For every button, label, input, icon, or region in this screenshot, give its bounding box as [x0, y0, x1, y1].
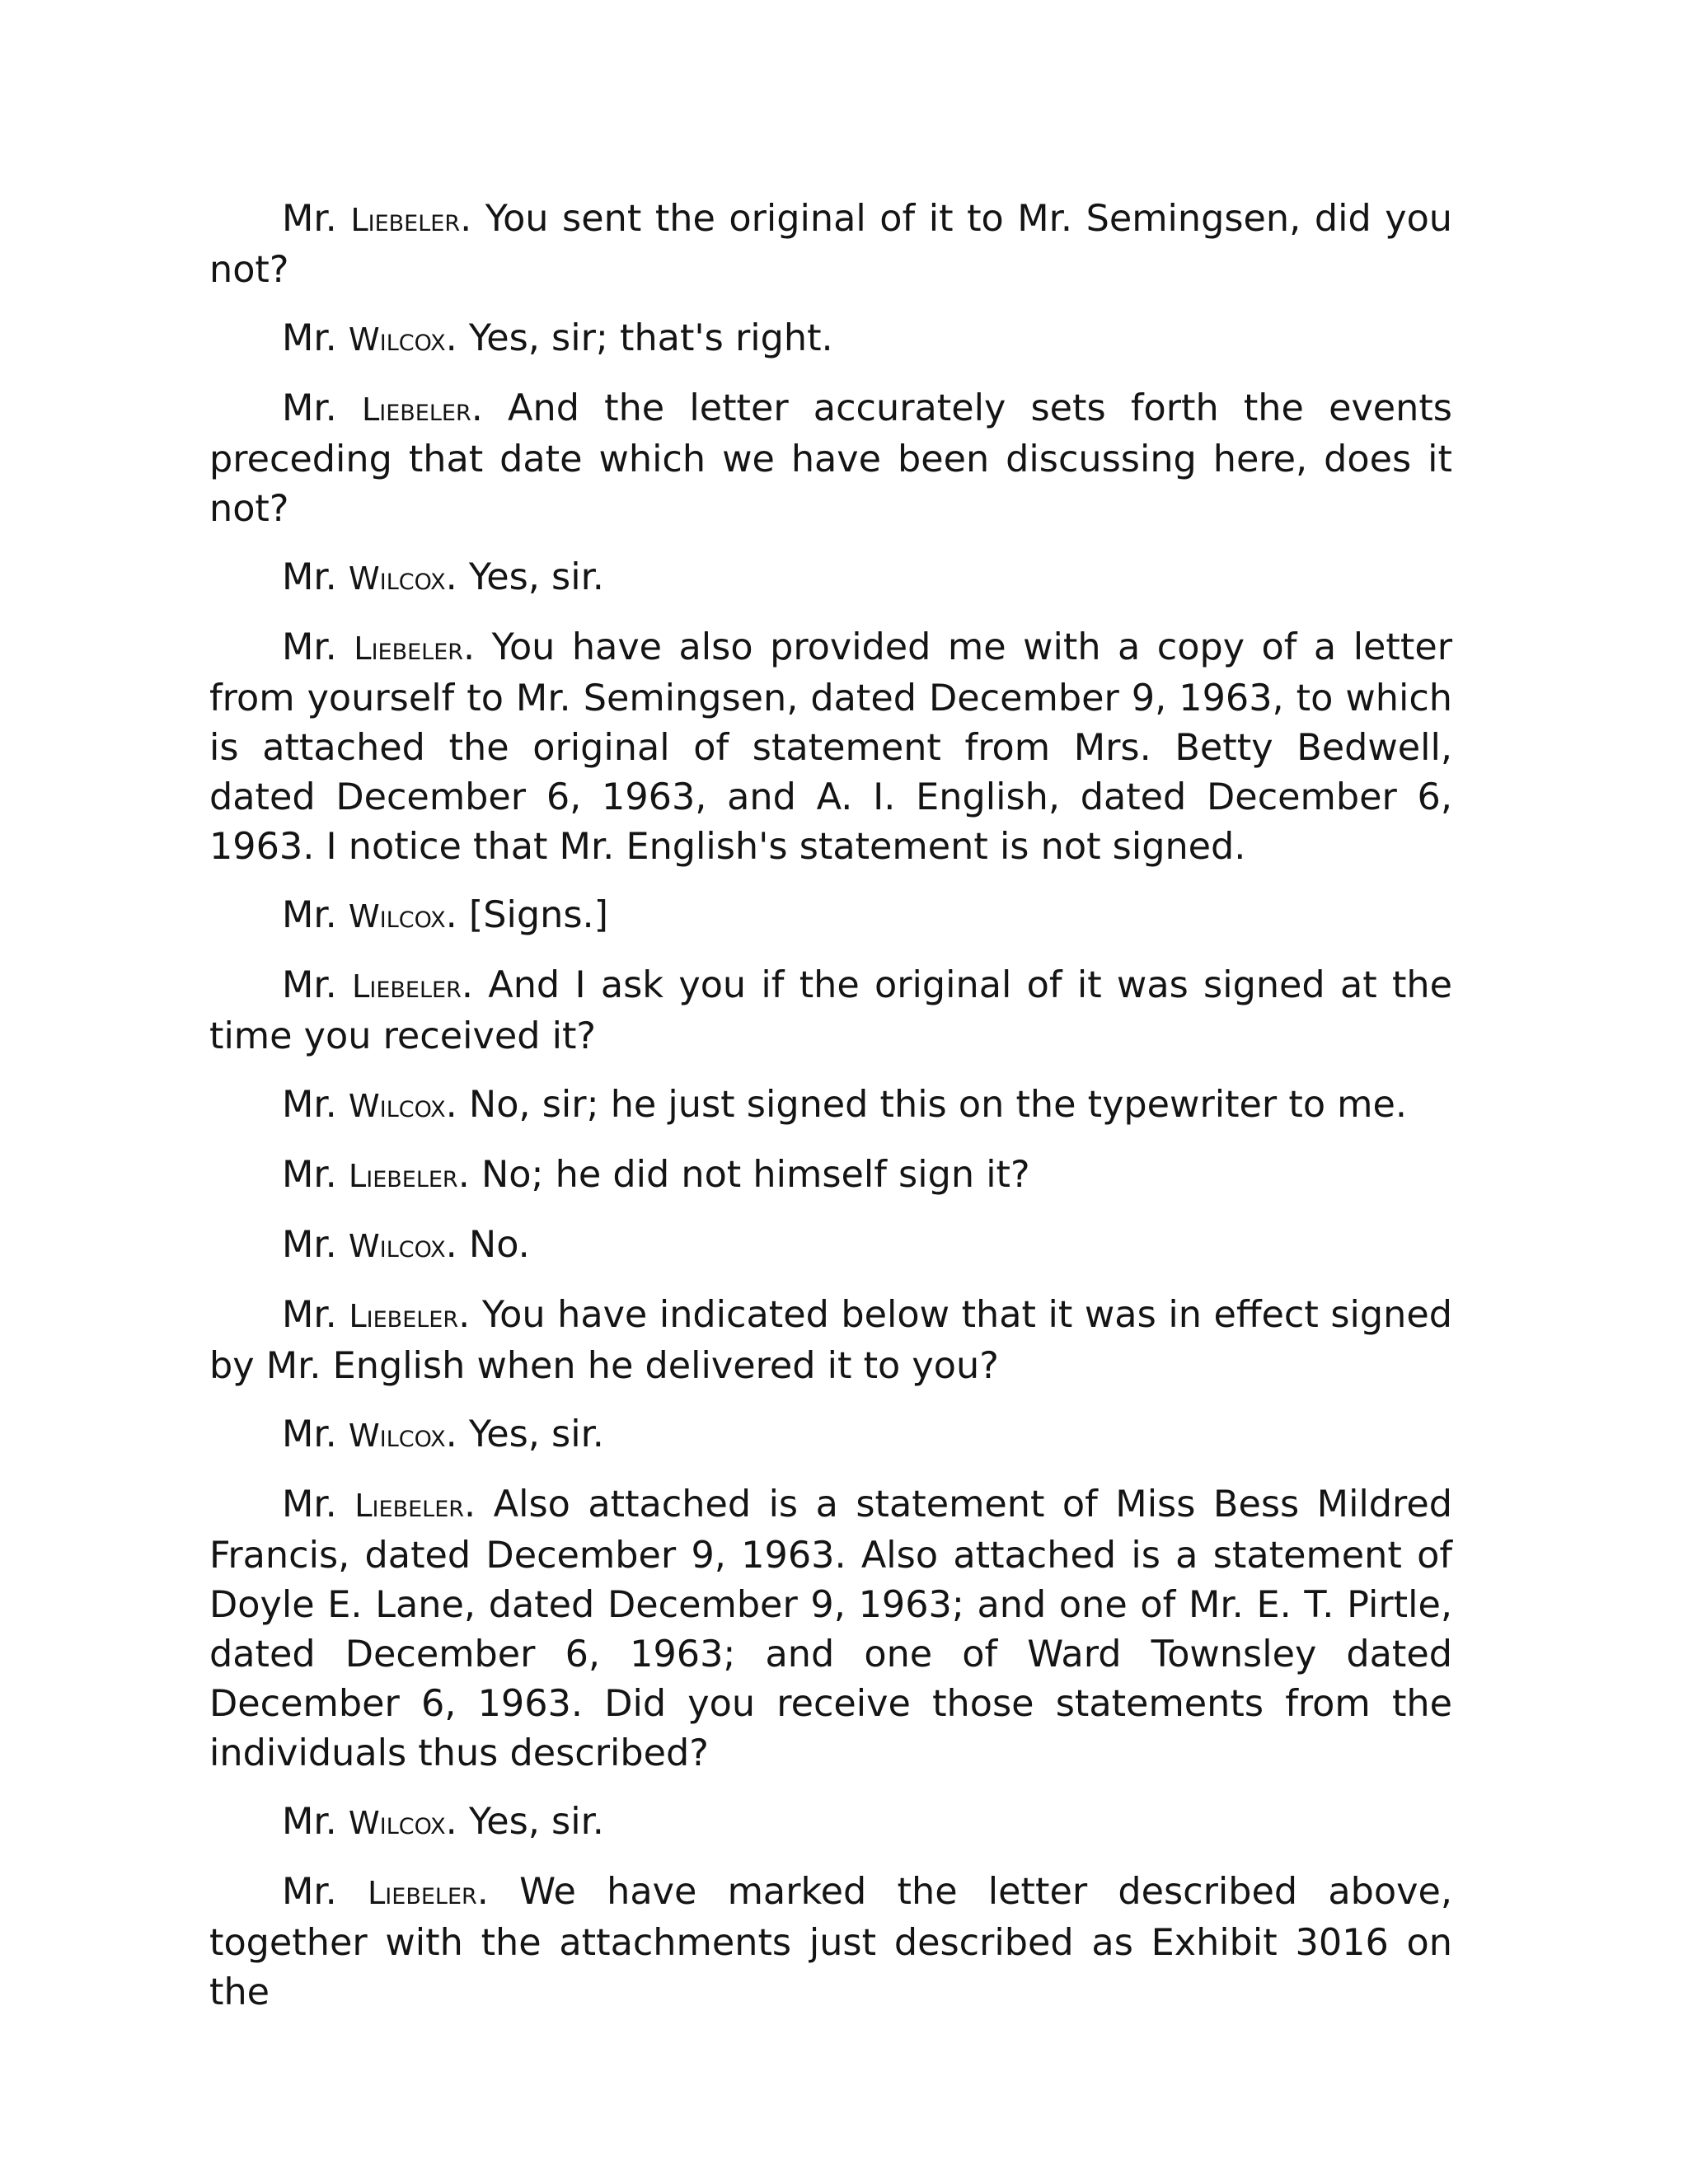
speaker-title: Mr.	[282, 1483, 355, 1526]
transcript-paragraph	[209, 1480, 1452, 1779]
speaker-label	[282, 198, 460, 240]
transcript-paragraph	[209, 623, 1452, 872]
paragraph-text: . You have indicated below that it was in effect signed by Mr. English when he delivered it to you?	[209, 1294, 1452, 1387]
speaker-title: Mr.	[282, 626, 354, 668]
paragraph-text: . And the letter accurately sets forth the events preceding that date which we have been discussing here, does it not?	[209, 387, 1452, 530]
speaker-label	[282, 556, 446, 598]
transcript-paragraph	[209, 1080, 1452, 1132]
speaker-label	[282, 1483, 464, 1526]
paragraph-text: . Yes, sir.	[445, 1413, 604, 1455]
paragraph-text: . You have also provided me with a copy of a letter from yourself to Mr. Semingsen, dated December 9, 1963, to which is attached the original of statement from Mrs. Betty Bedwell, dated December 6, 1963, and A. I. English, dated December 6, 1963. I notice that Mr. English's statement is not signed.	[209, 626, 1453, 868]
paragraph-text: . Yes, sir.	[445, 556, 604, 598]
speaker-title: Mr.	[282, 1801, 349, 1843]
speaker-name: Liebeler	[352, 968, 462, 1005]
speaker-title: Mr.	[282, 387, 362, 429]
paragraph-text: . We have marked the letter described above, together with the attachments just described as Exhibit 3016 on the	[209, 1871, 1452, 2013]
transcript-paragraph	[209, 194, 1452, 295]
speaker-title: Mr.	[282, 1413, 349, 1455]
transcript-paragraph	[209, 384, 1452, 534]
speaker-name: Liebeler	[348, 1158, 458, 1195]
speaker-name: Liebeler	[361, 391, 471, 429]
speaker-name: Liebeler	[354, 630, 464, 668]
speaker-title: Mr.	[282, 1084, 349, 1126]
speaker-name: Wilcox	[348, 1805, 446, 1842]
speaker-title: Mr.	[282, 1871, 368, 1913]
speaker-name: Wilcox	[348, 898, 446, 935]
speaker-title: Mr.	[282, 1224, 349, 1266]
speaker-label	[282, 1413, 446, 1455]
speaker-name: Wilcox	[348, 1228, 446, 1265]
transcript-paragraph	[209, 891, 1452, 942]
paragraph-text: . Yes, sir; that's right.	[445, 317, 833, 359]
paragraph-text: . You sent the original of it to Mr. Semingsen, did you not?	[209, 198, 1453, 291]
paragraph-text: . No.	[445, 1224, 530, 1266]
speaker-label	[282, 1294, 458, 1336]
transcript-paragraph	[209, 1797, 1452, 1849]
speaker-label	[282, 1084, 446, 1126]
speaker-title: Mr.	[282, 894, 349, 936]
speaker-title: Mr.	[282, 317, 349, 359]
speaker-label	[282, 1871, 477, 1913]
speaker-name: Wilcox	[348, 321, 446, 359]
speaker-name: Wilcox	[348, 560, 446, 598]
speaker-name: Liebeler	[350, 202, 461, 239]
speaker-label	[282, 964, 462, 1006]
speaker-name: Wilcox	[348, 1418, 446, 1455]
speaker-label	[282, 1224, 446, 1266]
speaker-label	[282, 626, 463, 668]
paragraph-text: . [Signs.]	[445, 894, 609, 936]
paragraph-text: . Yes, sir.	[445, 1801, 604, 1843]
transcript-paragraph	[209, 1291, 1452, 1391]
speaker-title: Mr.	[282, 964, 353, 1006]
transcript-paragraph	[209, 1151, 1452, 1202]
speaker-label	[282, 1154, 458, 1196]
speaker-title: Mr.	[282, 556, 349, 598]
speaker-label	[282, 894, 446, 936]
speaker-label	[282, 1801, 446, 1843]
speaker-name: Liebeler	[349, 1298, 459, 1335]
speaker-label	[282, 317, 446, 359]
speaker-title: Mr.	[282, 1294, 349, 1336]
transcript-paragraph	[209, 1221, 1452, 1272]
transcript-paragraph	[209, 1410, 1452, 1461]
paragraph-text: . And I ask you if the original of it was signed at the time you received it?	[209, 964, 1452, 1057]
transcript-body	[209, 194, 1452, 2036]
speaker-name: Liebeler	[367, 1875, 477, 1912]
speaker-title: Mr.	[282, 198, 351, 240]
speaker-title: Mr.	[282, 1154, 349, 1196]
speaker-name: Liebeler	[354, 1488, 465, 1525]
paragraph-text: . No; he did not himself sign it?	[457, 1154, 1030, 1196]
paragraph-text: . Also attached is a statement of Miss Bess Mildred Francis, dated December 9, 1963. Also attached is a statement of Doyle E. Lane, dated December 9, 1963; and one of Mr. E. T. Pirtle, dated December 6, 1963; and one of Ward Townsley dated December 6, 1963. Did you receive those statements from the individuals thus described?	[209, 1483, 1452, 1774]
transcript-paragraph	[209, 1868, 1452, 2018]
speaker-name: Wilcox	[348, 1088, 446, 1125]
paragraph-text: . No, sir; he just signed this on the typewriter to me.	[445, 1084, 1408, 1126]
transcript-paragraph	[209, 961, 1452, 1062]
speaker-label	[282, 387, 471, 429]
transcript-paragraph	[209, 553, 1452, 604]
transcript-paragraph	[209, 314, 1452, 365]
